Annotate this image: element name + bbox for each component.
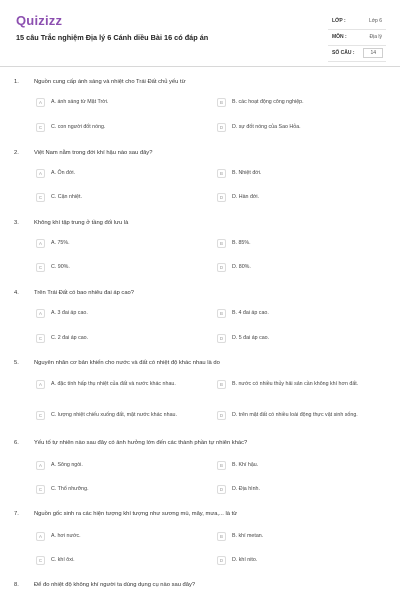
meta-value: Lớp 6 [368, 18, 382, 24]
option-c[interactable] [36, 407, 206, 423]
option-letter-badge: B [217, 380, 226, 389]
option-d[interactable] [217, 481, 387, 497]
option-letter-badge: C [36, 485, 45, 494]
option-text: D. trên mặt đất có nhiều loài động thực vật sinh sống. [232, 411, 358, 418]
question-number: 3. [14, 220, 19, 226]
option-d[interactable] [217, 407, 387, 423]
question-number: 7. [14, 511, 19, 517]
option-c[interactable] [36, 552, 206, 568]
option-text: D. khí nito. [232, 556, 258, 563]
meta-label: MÔN : [332, 34, 347, 40]
option-text: C. 90%. [51, 263, 70, 270]
option-letter-badge: A [36, 309, 45, 318]
question-number: 4. [14, 290, 19, 296]
option-letter-badge: C [36, 556, 45, 565]
option-text: C. lượng nhiệt chiếu xuống đất, mặt nước khác nhau. [51, 411, 177, 418]
option-letter-badge: C [36, 334, 45, 343]
question-number: 5. [14, 360, 19, 366]
option-a[interactable] [36, 457, 206, 473]
option-letter-badge: A [36, 169, 45, 178]
option-text: C. khí ôxi. [51, 556, 75, 563]
question-text: Việt Nam nằm trong đới khí hậu nào sau đây? [34, 150, 153, 156]
option-b[interactable] [217, 305, 387, 321]
option-text: C. Thổ nhưỡng. [51, 485, 89, 492]
question-number: 6. [14, 440, 19, 446]
option-text: A. hơi nước. [51, 532, 81, 539]
option-text: A. Sông ngòi. [51, 461, 83, 468]
question-text: Trên Trái Đất có bao nhiêu đai áp cao? [34, 290, 135, 296]
option-letter-badge: B [217, 169, 226, 178]
option-text: B. nước có nhiều thủy hải sản cần không khí hơn đất. [232, 380, 359, 387]
option-a[interactable] [36, 235, 206, 251]
option-letter-badge: C [36, 123, 45, 132]
option-text: B. các hoạt động công nghiệp. [232, 98, 304, 105]
option-text: A. đặc tính hấp thụ nhiệt của đất và nước khác nhau. [51, 380, 176, 387]
option-text: D. 80%. [232, 263, 251, 270]
option-letter-badge: B [217, 532, 226, 541]
option-letter-badge: B [217, 239, 226, 248]
option-c[interactable] [36, 259, 206, 275]
option-a[interactable] [36, 528, 206, 544]
option-b[interactable] [217, 528, 387, 544]
option-letter-badge: D [217, 193, 226, 202]
option-text: D. Hàn đới. [232, 193, 260, 200]
option-text: B. khí metan. [232, 532, 264, 539]
meta-label: SỐ CÂU : [332, 50, 355, 56]
question-text: Nguồn cung cấp ánh sáng và nhiệt cho Trái Đất chủ yếu từ [34, 79, 186, 85]
option-text: B. Nhiệt đới. [232, 169, 262, 176]
option-letter-badge: C [36, 193, 45, 202]
option-text: D. 5 đai áp cao. [232, 334, 270, 341]
option-c[interactable] [36, 119, 206, 135]
option-d[interactable] [217, 552, 387, 568]
option-text: C. 2 đai áp cao. [51, 334, 89, 341]
option-text: D. Địa hình. [232, 485, 260, 492]
option-letter-badge: A [36, 239, 45, 248]
question-number: 2. [14, 150, 19, 156]
option-d[interactable] [217, 189, 387, 205]
option-letter-badge: C [36, 263, 45, 272]
meta-row-count [328, 46, 386, 62]
option-text: C. Cận nhiệt. [51, 193, 82, 200]
option-letter-badge: A [36, 461, 45, 470]
option-a[interactable] [36, 165, 206, 181]
meta-value: Địa lý [369, 34, 382, 40]
option-b[interactable] [217, 376, 387, 392]
option-b[interactable] [217, 165, 387, 181]
option-letter-badge: B [217, 98, 226, 107]
option-text: A. Ôn đới. [51, 169, 76, 176]
option-d[interactable] [217, 330, 387, 346]
option-letter-badge: D [217, 263, 226, 272]
option-letter-badge: A [36, 532, 45, 541]
quizizz-logo[interactable]: Quizizz [16, 13, 63, 28]
question-text: Không khí tập trung ở tầng đối lưu là [34, 220, 129, 226]
worksheet-title: 15 câu Trắc nghiệm Địa lý 6 Cánh diều Bài 16 có đáp án [16, 33, 209, 42]
option-letter-badge: D [217, 411, 226, 420]
option-text: A. 3 đai áp cao. [51, 309, 88, 316]
option-letter-badge: D [217, 123, 226, 132]
option-c[interactable] [36, 481, 206, 497]
meta-row-subject [328, 30, 386, 46]
option-text: A. 75%. [51, 239, 70, 246]
option-a[interactable] [36, 305, 206, 321]
option-letter-badge: A [36, 380, 45, 389]
meta-row-grade [328, 14, 386, 30]
option-letter-badge: C [36, 411, 45, 420]
option-b[interactable] [217, 235, 387, 251]
option-text: B. Khí hậu. [232, 461, 259, 468]
option-text: B. 4 đai áp cao. [232, 309, 269, 316]
option-letter-badge: D [217, 556, 226, 565]
option-letter-badge: A [36, 98, 45, 107]
meta-label: LỚP : [332, 18, 346, 24]
option-a[interactable] [36, 376, 206, 392]
option-b[interactable] [217, 94, 387, 110]
header-divider [0, 66, 400, 67]
option-text: D. sự đốt nóng của Sao Hỏa. [232, 123, 301, 130]
question-number: 8. [14, 582, 19, 588]
option-text: B. 85%. [232, 239, 251, 246]
question-text: Yếu tố tự nhiên nào sau đây có ảnh hưởng lớn đến các thành phần tự nhiên khác? [34, 440, 248, 446]
worksheet-meta [328, 14, 386, 62]
option-a[interactable] [36, 94, 206, 110]
option-letter-badge: B [217, 309, 226, 318]
question-count-badge: 14 [363, 48, 383, 58]
question-number: 1. [14, 79, 19, 85]
option-text: A. ánh sáng từ Mặt Trời. [51, 98, 109, 105]
option-letter-badge: D [217, 485, 226, 494]
option-c[interactable] [36, 330, 206, 346]
option-letter-badge: D [217, 334, 226, 343]
option-text: C. con người đốt nóng. [51, 123, 106, 130]
question-text: Để đo nhiệt độ không khí người ta dùng dụng cụ nào sau đây? [34, 582, 196, 588]
question-text: Nguồn gốc sinh ra các hiện tượng khí tượng như sương mù, mây, mưa,... là từ [34, 511, 238, 517]
option-c[interactable] [36, 189, 206, 205]
option-d[interactable] [217, 259, 387, 275]
option-d[interactable] [217, 119, 387, 135]
worksheet-header [0, 0, 400, 66]
option-letter-badge: B [217, 461, 226, 470]
option-b[interactable] [217, 457, 387, 473]
question-text: Nguyên nhân cơ bản khiến cho nước và đất có nhiệt độ khác nhau là do [34, 360, 220, 366]
